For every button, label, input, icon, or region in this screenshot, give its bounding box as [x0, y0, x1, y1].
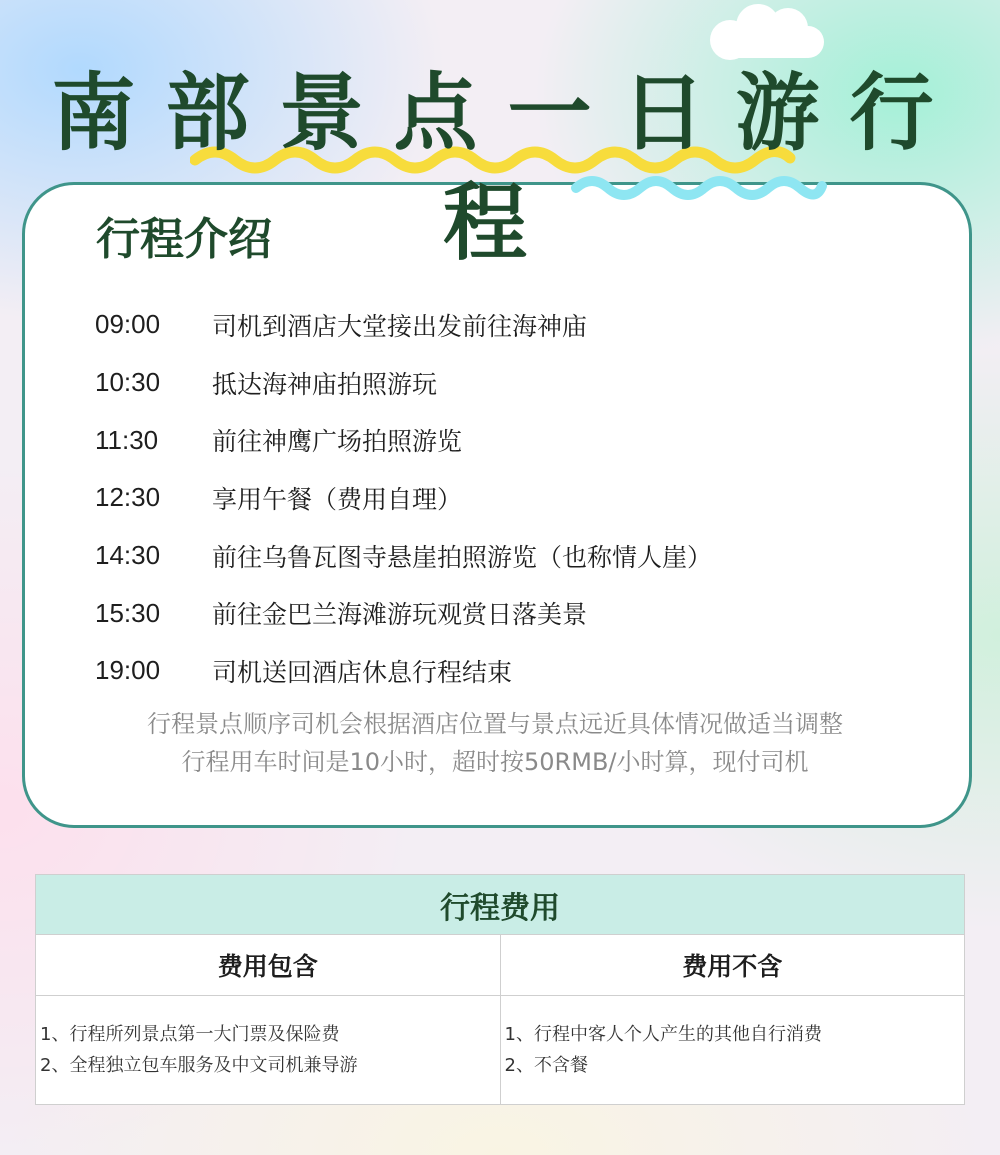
itinerary-note-adjust: 行程景点顺序司机会根据酒店位置与景点远近具体情况做适当调整 [147, 710, 843, 738]
schedule-time: 10:30 [95, 367, 161, 398]
schedule-desc: 司机到酒店大堂接出发前往海神庙 [212, 311, 588, 341]
schedule-time: 15:30 [95, 597, 161, 628]
schedule-item [95, 354, 712, 412]
fee-excluded-heading: 费用不含 [500, 935, 965, 996]
fee-included-heading: 费用包含 [36, 935, 501, 996]
fee-included-item: 2、全程独立包车服务及中文司机兼导游 [40, 1055, 358, 1076]
fee-excluded-item: 2、不含餐 [504, 1055, 588, 1076]
schedule-time: 12:30 [95, 482, 161, 513]
fee-included-item: 1、行程所列景点第一大门票及保险费 [40, 1024, 340, 1045]
schedule-item [95, 469, 712, 527]
page-title: 南部景点一日游行程 [51, 64, 964, 272]
schedule-time: 19:00 [95, 655, 161, 686]
fee-table [35, 874, 965, 1105]
fee-excluded-list [500, 996, 965, 1105]
schedule-item [95, 411, 712, 469]
schedule-desc: 享用午餐（费用自理） [212, 484, 463, 514]
fee-table-heading: 行程费用 [36, 875, 965, 935]
schedule-item [95, 527, 712, 585]
schedule-time: 09:00 [95, 309, 161, 340]
cloud-icon [700, 2, 830, 62]
itinerary-heading: 行程介绍 [96, 214, 272, 265]
fee-excluded-item: 1、行程中客人个人产生的其他自行消费 [504, 1024, 822, 1045]
schedule-desc: 前往乌鲁瓦图寺悬崖拍照游览（也称情人崖） [212, 542, 713, 572]
blue-wave-decoration [570, 168, 830, 204]
schedule-item [95, 642, 712, 700]
fee-included-list [36, 996, 501, 1105]
itinerary-note-overtime: 行程用车时间是10小时，超时按50RMB/小时算，现付司机 [181, 748, 809, 776]
schedule-desc: 前往神鹰广场拍照游览 [212, 427, 463, 457]
schedule-time: 11:30 [95, 424, 159, 455]
schedule-desc: 前往金巴兰海滩游玩观赏日落美景 [212, 600, 588, 630]
schedule-list [95, 296, 712, 700]
schedule-item [95, 296, 712, 354]
schedule-item [95, 584, 712, 642]
schedule-desc: 司机送回酒店休息行程结束 [212, 657, 513, 687]
schedule-time: 14:30 [95, 540, 161, 571]
schedule-desc: 抵达海神庙拍照游玩 [212, 369, 438, 399]
